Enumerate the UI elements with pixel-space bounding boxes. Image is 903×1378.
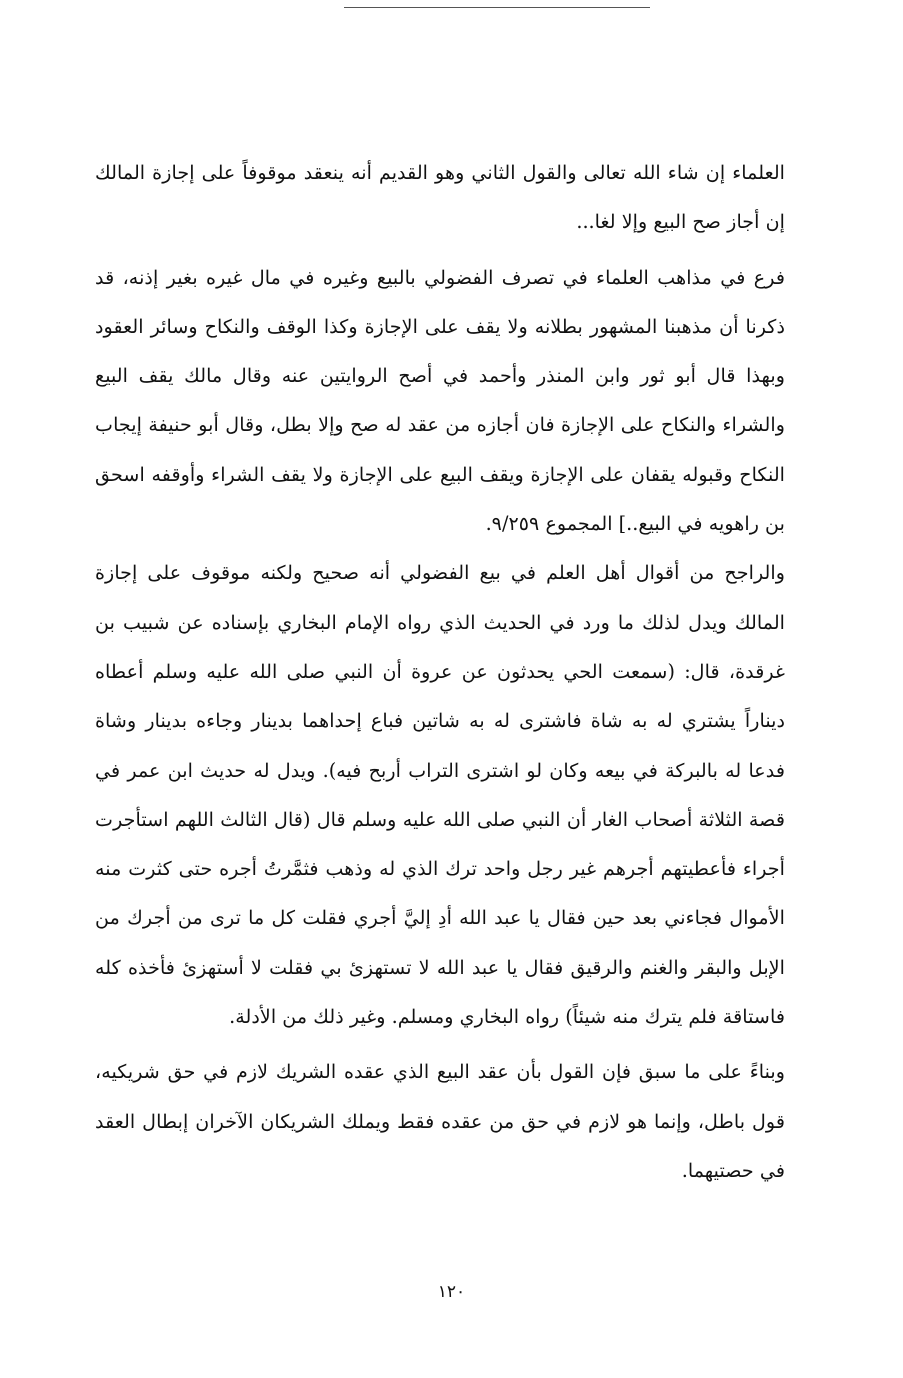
- paragraph-fudooli-madhahib: فرع في مذاهب العلماء في تصرف الفضولي بالبيع وغيره في مال غيره بغير إذنه، قد ذكرنا أن مذهبنا المشهور بطلانه ولا يقف على الإجازة وكذا الوقف والنكاح وسائر العقود وبهذا قال أبو ثور وابن المنذر وأحمد في أصح الروايتين عنه وقال مالك يقف البيع والشراء والنكاح على الإجازة فان أجازه من عقد له صح وإلا بطل، وقال أبو حنيفة إيجاب النكاح وقبوله يقفان على الإجازة ويقف البيع على الإجازة ولا يقف الشراء وأوقفه اسحق بن راهويه في البيع..] المجموع ٩/٢٥٩.: [95, 265, 785, 536]
- paragraph-opening: العلماء إن شاء الله تعالى والقول الثاني وهو القديم أنه ينعقد موقوفاً على إجازة المالك إن أجاز صح البيع وإلا لغا...: [95, 161, 785, 234]
- page-number: ١٢٠: [437, 1282, 466, 1302]
- paragraph-conclusion: وبناءً على ما سبق فإن القول بأن عقد البيع الذي عقده الشريك لازم في حق شريكيه، قول باطل، وإنما هو لازم في حق من عقده فقط ويملك الشريكان الآخران إبطال العقد في حصتيهما.: [95, 1060, 785, 1182]
- text-body: [95, 148, 785, 1195]
- paragraph-rajih-evidence: والراجح من أقوال أهل العلم في بيع الفضولي أنه صحيح ولكنه موقوف على إجازة المالك ويدل لذلك ما ورد في الحديث الذي رواه الإمام البخاري بإسناده عن شبيب بن غرقدة، قال: (سمعت الحي يحدثون عن عروة أن النبي صلى الله عليه وسلم أعطاه ديناراً يشتري له به شاة فاشترى له به شاتين فباع إحداهما بدينار وجاءه بدينار وشاة فدعا له بالبركة في بيعه وكان لو اشترى التراب أربح فيه). ويدل له حديث ابن عمر في قصة الثلاثة أصحاب الغار أن النبي صلى الله عليه وسلم قال (قال الثالث اللهم استأجرت أجراء فأعطيتهم أجرهم غير رجل واحد ترك الذي له وذهب فثمَّرتُ أجره حتى كثرت منه الأموال فجاءني بعد حين فقال يا عبد الله أدِ إليَّ أجري فقلت كل ما ترى من أجرك من الإبل والبقر والغنم والرقيق فقال يا عبد الله لا تستهزئ بي فقلت لا أستهزئ فأخذه كله فاستاقة فلم يترك منه شيئاً) رواه البخاري ومسلم. وغير ذلك من الأدلة.: [95, 561, 785, 1029]
- top-rule: [344, 7, 650, 8]
